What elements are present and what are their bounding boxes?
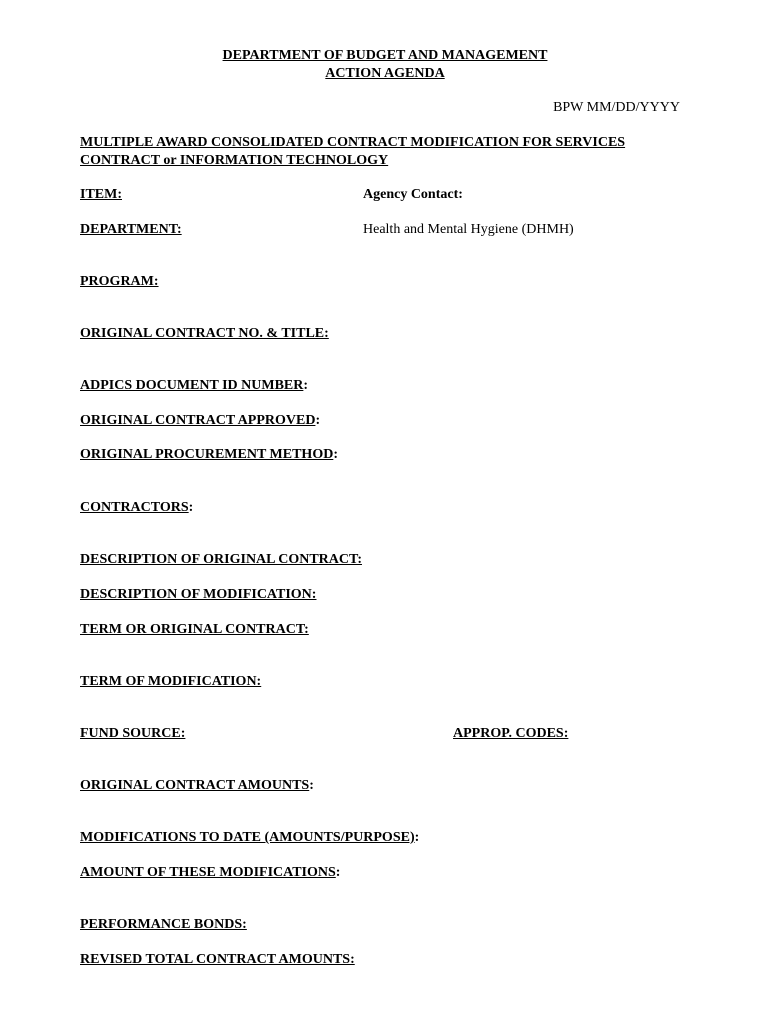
department-label: DEPARTMENT: — [80, 222, 182, 237]
contractors-text: CONTRACTORS — [80, 500, 189, 515]
original-contract-approved-label — [80, 412, 320, 430]
header-department: DEPARTMENT OF BUDGET AND MANAGEMENT — [222, 48, 548, 63]
program-label: PROGRAM: — [80, 274, 159, 289]
modifications-to-date-text: MODIFICATIONS TO DATE (AMOUNTS/PURPOSE) — [80, 830, 415, 845]
fund-source-label: FUND SOURCE: — [80, 726, 186, 741]
description-original-contract-label: DESCRIPTION OF ORIGINAL CONTRACT: — [80, 552, 362, 567]
adpics-document-id-text: ADPICS DOCUMENT ID NUMBER — [80, 378, 304, 393]
contractors-colon: : — [188, 500, 194, 515]
item-label: ITEM: — [80, 187, 122, 202]
agency-contact-label: Agency Contact: — [363, 187, 463, 202]
amount-these-modifications-text: AMOUNT OF THESE MODIFICATIONS — [80, 865, 336, 880]
term-modification-label: TERM OF MODIFICATION: — [80, 674, 262, 689]
performance-bonds-label: PERFORMANCE BONDS: — [80, 917, 247, 932]
original-contract-no-label: ORIGINAL CONTRACT NO. & TITLE: — [80, 326, 329, 341]
bpw-date: BPW MM/DD/YYYY — [553, 100, 680, 115]
revised-total-contract-amounts-label: REVISED TOTAL CONTRACT AMOUNTS: — [80, 952, 355, 967]
approp-codes-label: APPROP. CODES: — [453, 726, 569, 741]
amount-these-modifications-label — [80, 864, 340, 882]
description-modification-label: DESCRIPTION OF MODIFICATION: — [80, 587, 317, 602]
original-contract-amounts-colon: : — [309, 778, 314, 793]
title-line-2: CONTRACT or INFORMATION TECHNOLOGY — [80, 153, 389, 168]
original-contract-approved-text: ORIGINAL CONTRACT APPROVED — [80, 413, 316, 428]
title-line-1: MULTIPLE AWARD CONSOLIDATED CONTRACT MODIFICATION FOR SERVICES — [80, 135, 626, 150]
original-procurement-method-label — [80, 446, 338, 464]
adpics-document-id-label — [80, 377, 308, 395]
modifications-to-date-label — [80, 829, 419, 847]
original-contract-approved-colon: : — [315, 413, 321, 428]
adpics-document-id-colon: : — [303, 378, 309, 393]
original-procurement-method-colon: : — [333, 447, 338, 462]
header-action-agenda: ACTION AGENDA — [325, 66, 445, 81]
term-original-contract-label: TERM OR ORIGINAL CONTRACT: — [80, 622, 309, 637]
contractors-label — [80, 499, 193, 517]
original-procurement-method-text: ORIGINAL PROCUREMENT METHOD — [80, 447, 334, 462]
original-contract-amounts-text: ORIGINAL CONTRACT AMOUNTS — [80, 778, 310, 793]
department-value: Health and Mental Hygiene (DHMH) — [363, 222, 574, 237]
original-contract-amounts-label — [80, 777, 314, 795]
amount-these-modifications-colon: : — [335, 865, 341, 880]
modifications-to-date-colon: : — [414, 830, 420, 845]
